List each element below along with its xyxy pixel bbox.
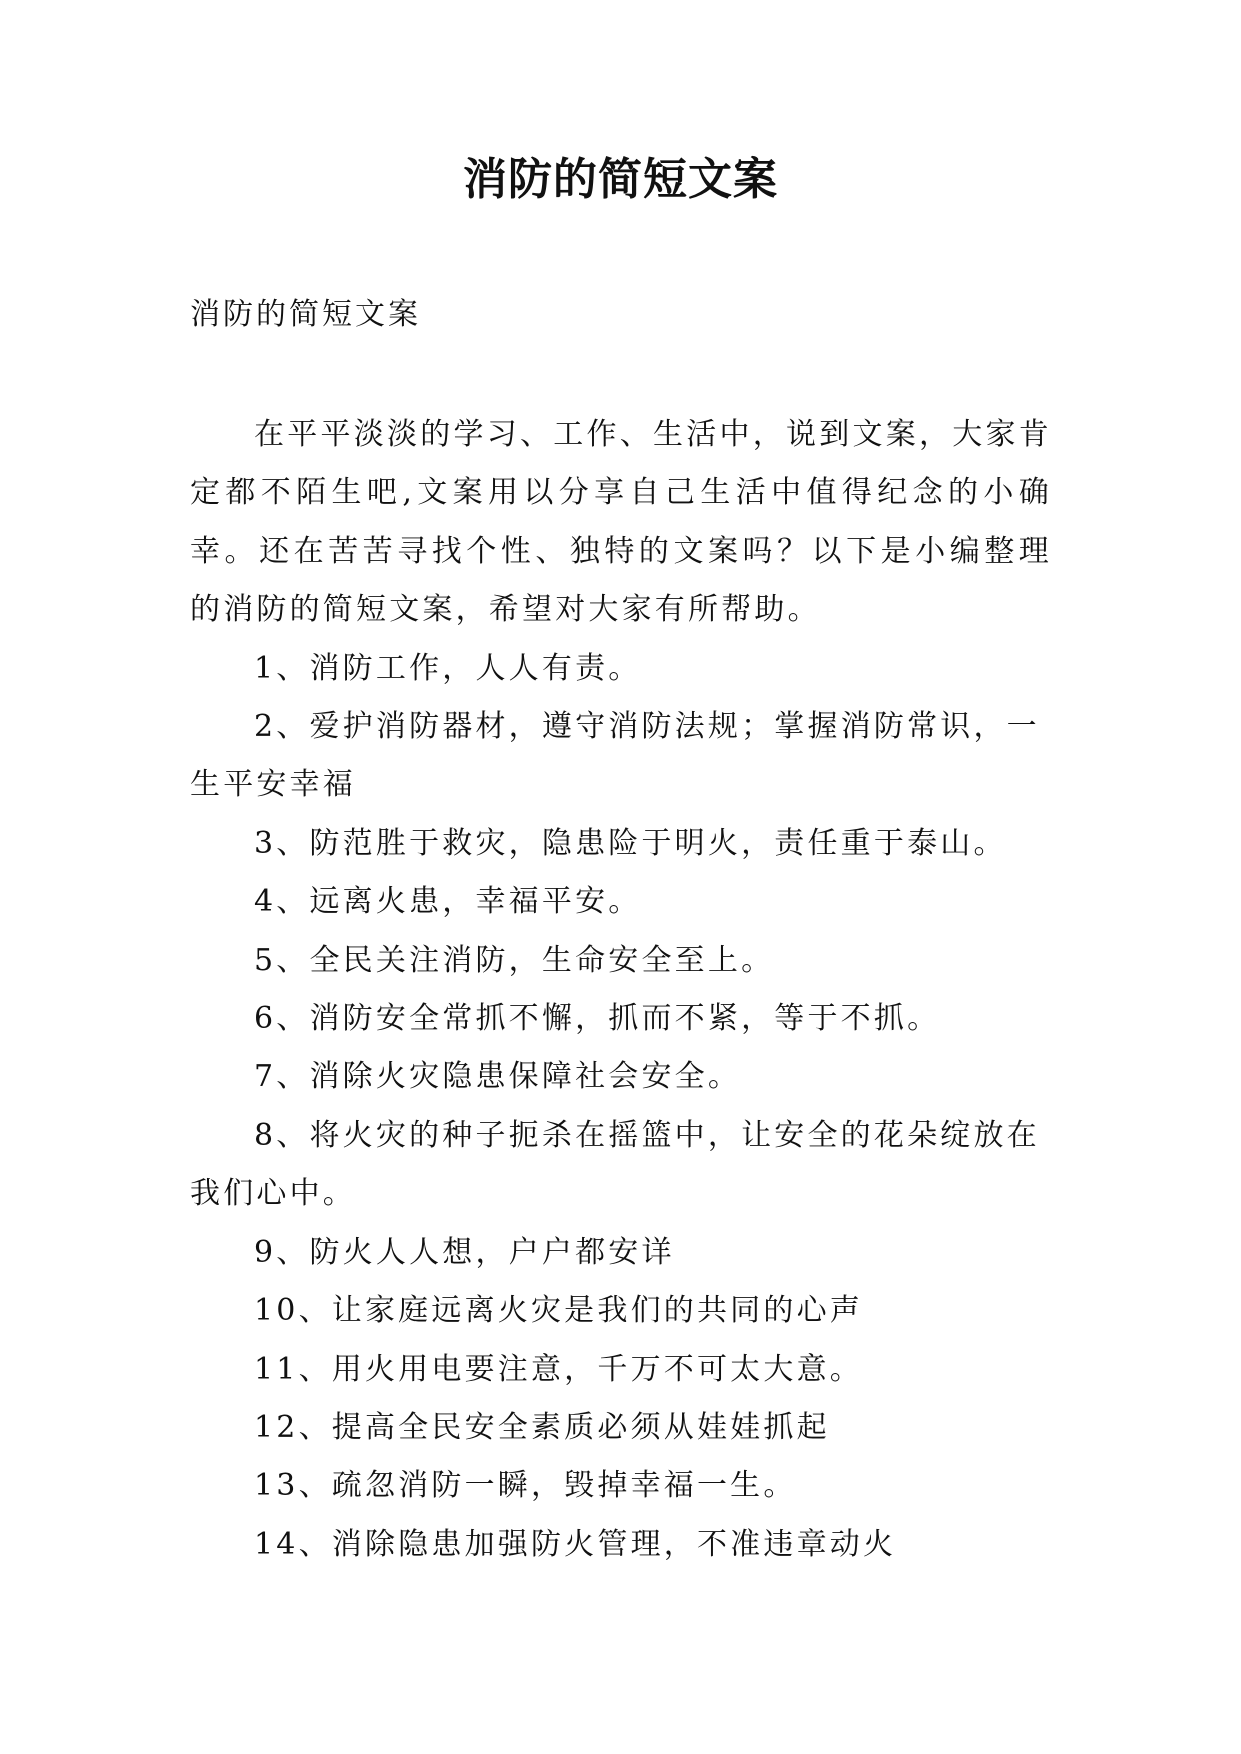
list-item: 12、提高全民安全素质必须从娃娃抓起 bbox=[254, 1409, 830, 1445]
list-item: 7、消除火灾隐患保障社会安全。 bbox=[254, 1059, 742, 1095]
document-title: 消防的简短文案 bbox=[463, 154, 778, 205]
list-item: 9、防火人人想，户户都安详 bbox=[254, 1234, 675, 1270]
list-item: 1、消防工作，人人有责。 bbox=[254, 650, 642, 686]
document-subheading: 消防的简短文案 bbox=[190, 297, 421, 332]
list-item: 2、爱护消防器材，遵守消防法规；掌握消防常识，一生平安幸福 bbox=[190, 709, 1040, 803]
list-item: 11、用火用电要注意，千万不可太大意。 bbox=[254, 1351, 863, 1387]
list-item: 8、将火灾的种子扼杀在摇篮中，让安全的花朵绽放在我们心中。 bbox=[190, 1117, 1040, 1212]
list-item: 14、消除隐患加强防火管理，不准违章动火 bbox=[254, 1526, 897, 1562]
intro-paragraph: 在平平淡淡的学习、工作、生活中，说到文案，大家肯定都不陌生吧,文案用以分享自己生活中值得纪念的小确幸。还在苦苦寻找个性、独特的文案吗？以下是小编整理的消防的简短文案，希望对大家有所帮助。 bbox=[190, 417, 1052, 628]
list-item: 3、防范胜于救灾，隐患险于明火，责任重于泰山。 bbox=[254, 825, 1007, 861]
list-item: 4、远离火患，幸福平安。 bbox=[254, 884, 642, 920]
list-item: 5、全民关注消防，生命安全至上。 bbox=[254, 942, 775, 978]
list-item: 13、疏忽消防一瞬，毁掉幸福一生。 bbox=[254, 1468, 797, 1504]
document-body bbox=[190, 406, 1052, 1574]
list-item: 10、让家庭远离火灾是我们的共同的心声 bbox=[254, 1293, 863, 1329]
list-item: 6、消防安全常抓不懈，抓而不紧，等于不抓。 bbox=[254, 1001, 941, 1037]
